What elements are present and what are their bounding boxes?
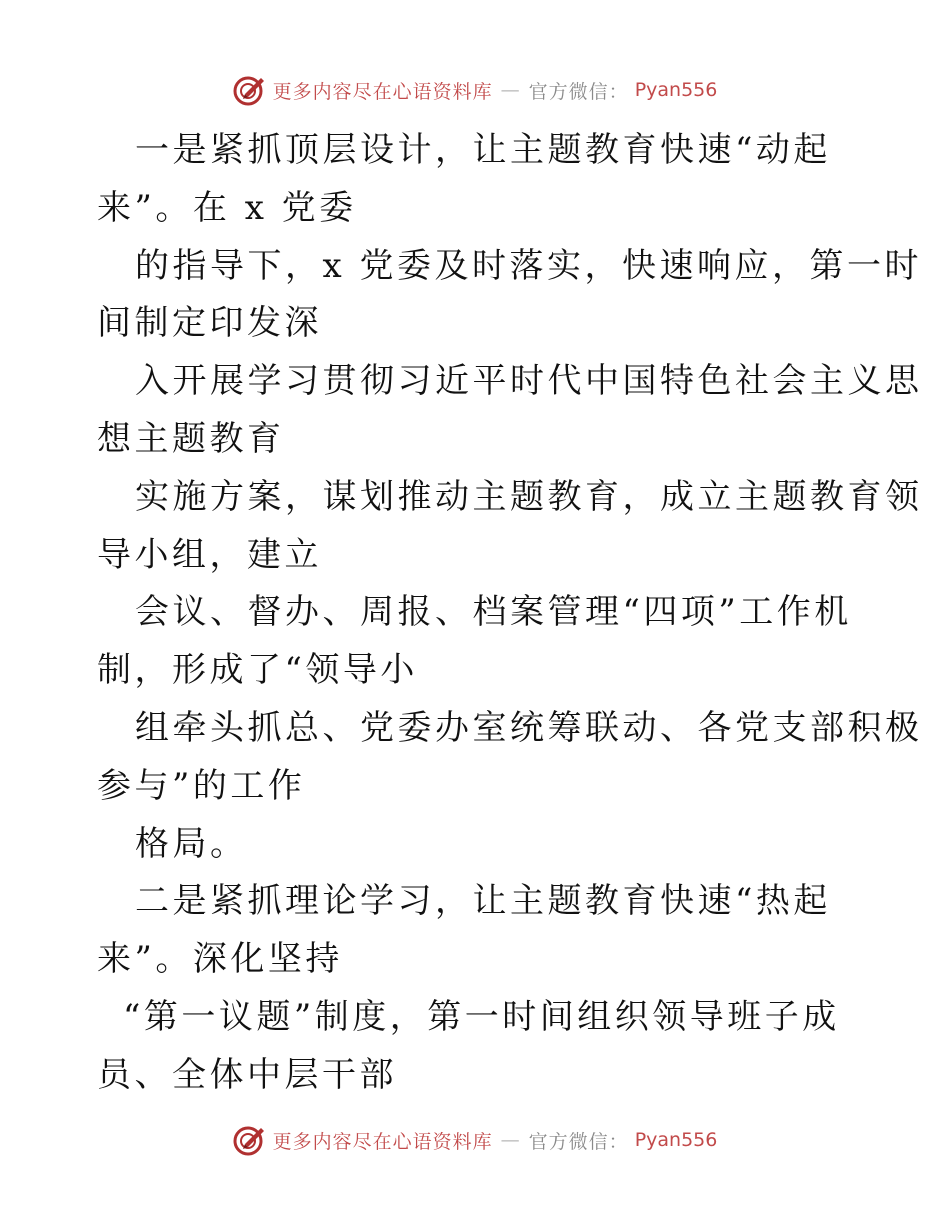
text-line: 来”。在 x 党委 (97, 187, 357, 228)
text-line: 员、全体中层干部 (97, 1054, 397, 1095)
pen-nib-logo-icon (233, 1123, 267, 1157)
text-line: 间制定印发深 (97, 303, 322, 344)
watermark-brand: 更多内容尽在心语资料库 (272, 80, 493, 103)
watermark-wechat-id: Pyan556 (634, 79, 718, 101)
text-line: 来”。深化坚持 (97, 939, 343, 980)
text-line: “第一议题”制度，第一时间组织领导班子成 (123, 996, 840, 1037)
text-line: 一是紧抓顶层设计，让主题教育快速“动起 (135, 130, 831, 170)
watermark-wechat-id: Pyan556 (634, 1129, 718, 1151)
watermark-brand: 更多内容尽在心语资料库 (272, 1130, 493, 1153)
watermark-header (0, 70, 950, 110)
text-line: 入开展学习贯彻习近平时代中国特色社会主义思 (135, 361, 923, 402)
text-line: 二是紧抓理论学习，让主题教育快速“热起 (135, 881, 831, 922)
text-line: 组牵头抓总、党委办室统筹联动、各党支部积极 (135, 707, 923, 748)
watermark-separator: — (500, 79, 521, 101)
watermark-footer (0, 1120, 950, 1160)
text-line: 的指导下，x 党委及时落实，快速响应，第一时 (135, 245, 922, 286)
watermark-separator: — (500, 1129, 521, 1151)
text-line: 格局。 (135, 823, 248, 864)
watermark-label: 官方微信： (528, 80, 629, 103)
watermark-label: 官方微信： (528, 1130, 629, 1153)
pen-nib-logo-icon (233, 73, 267, 107)
text-line: 导小组，建立 (97, 534, 322, 575)
text-line: 想主题教育 (97, 418, 285, 459)
text-line: 会议、督办、周报、档案管理“四项”工作机 (135, 592, 852, 633)
text-line: 实施方案，谋划推动主题教育，成立主题教育领 (135, 476, 923, 517)
document-body (97, 122, 923, 1105)
text-line: 参与”的工作 (97, 765, 306, 806)
text-line: 制，形成了“领导小 (97, 650, 418, 691)
